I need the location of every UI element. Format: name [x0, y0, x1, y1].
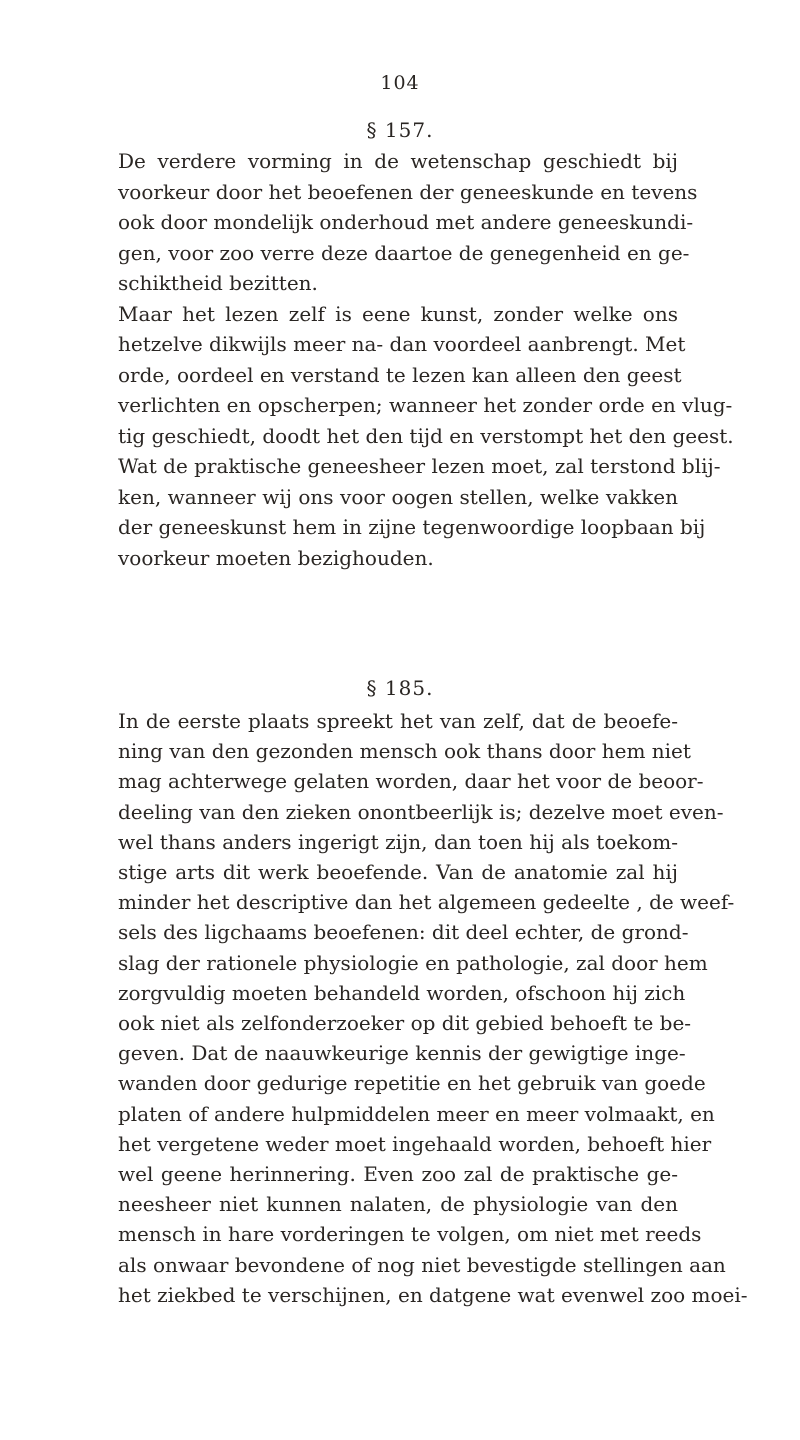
section-185-text [118, 706, 748, 1310]
text-line: der geneeskunst hem in zijne tegenwoordige loopbaan bij [118, 515, 706, 539]
text-line: hetzelve dikwijls meer na- dan voordeel aanbrengt. Met [118, 332, 686, 356]
text-line: als onwaar bevondene of nog niet bevestigde stellingen aan [118, 1252, 726, 1277]
text-line: mensch in hare vorderingen te volgen, om niet met reeds [118, 1222, 702, 1247]
text-line: schiktheid bezitten. [118, 271, 318, 295]
text-line: verlichten en opscherpen; wanneer het zonder orde en vlug- [118, 393, 733, 417]
section-157-text [118, 146, 734, 573]
text-line: gen, voor zoo verre deze daartoe de genegenheid en ge- [118, 240, 690, 265]
page-number: 104 [380, 72, 420, 94]
text-line: Wat de praktische geneesheer lezen moet, zal terstond blij- [118, 454, 721, 478]
text-line: minder het descriptive dan het algemeen gedeelte , de weef- [118, 890, 735, 915]
text-line: neesheer niet kunnen nalaten, de physiologie van den [118, 1192, 678, 1217]
section-heading-185: § 185. [366, 676, 434, 700]
text-line: het ziekbed te verschijnen, en datgene wat evenwel zoo moei- [118, 1282, 748, 1307]
text-line: platen of andere hulpmiddelen meer en meer volmaakt, en [118, 1101, 715, 1126]
text-line: De verdere vorming in de wetenschap geschiedt bij [118, 149, 678, 173]
text-line: wel thans anders ingerigt zijn, dan toen hij als toekom- [118, 829, 678, 854]
text-line: orde, oordeel en verstand te lezen kan alleen den geest [118, 362, 682, 387]
text-line: zorgvuldig moeten behandeld worden, ofschoon hij zich [118, 980, 686, 1005]
text-line: wanden door gedurige repetitie en het gebruik van goede [118, 1071, 706, 1096]
text-line: sels des ligchaams beoefenen: dit deel echter, de grond- [118, 920, 689, 945]
section-heading-157: § 157. [366, 118, 434, 142]
text-line: ning van den gezonden mensch ook thans door hem niet [118, 739, 691, 764]
text-line: ook niet als zelfonderzoeker op dit gebied behoeft te be- [118, 1011, 692, 1036]
text-line: tig geschiedt, doodt het den tijd en verstompt het den geest. [118, 423, 734, 448]
text-line: Maar het lezen zelf is eene kunst, zonder welke ons [118, 301, 678, 326]
text-line: ken, wanneer wij ons voor oogen stellen, welke vakken [118, 484, 678, 509]
text-line: stige arts dit werk beoefende. Van de anatomie zal hij [118, 860, 678, 885]
text-line: In de eerste plaats spreekt het van zelf, dat de beoefe- [118, 709, 678, 733]
text-line: ook door mondelijk onderhoud met andere geneeskundi- [118, 210, 694, 234]
text-line: het vergetene weder moet ingehaald worden, behoeft hier [118, 1131, 712, 1156]
text-line: voorkeur door het beoefenen der geneeskunde en tevens [118, 179, 698, 204]
text-line: deeling van den zieken onontbeerlijk is; dezelve moet even- [118, 799, 724, 824]
text-line: wel geene herinnering. Even zoo zal de praktische ge- [118, 1162, 678, 1187]
text-line: voorkeur moeten bezighouden. [118, 545, 434, 570]
text-line: slag der rationele physiologie en pathologie, zal door hem [118, 950, 708, 975]
text-line: geven. Dat de naauwkeurige kennis der gewigtige inge- [118, 1041, 686, 1066]
text-line: mag achterwege gelaten worden, daar het voor de beoor- [118, 769, 704, 794]
